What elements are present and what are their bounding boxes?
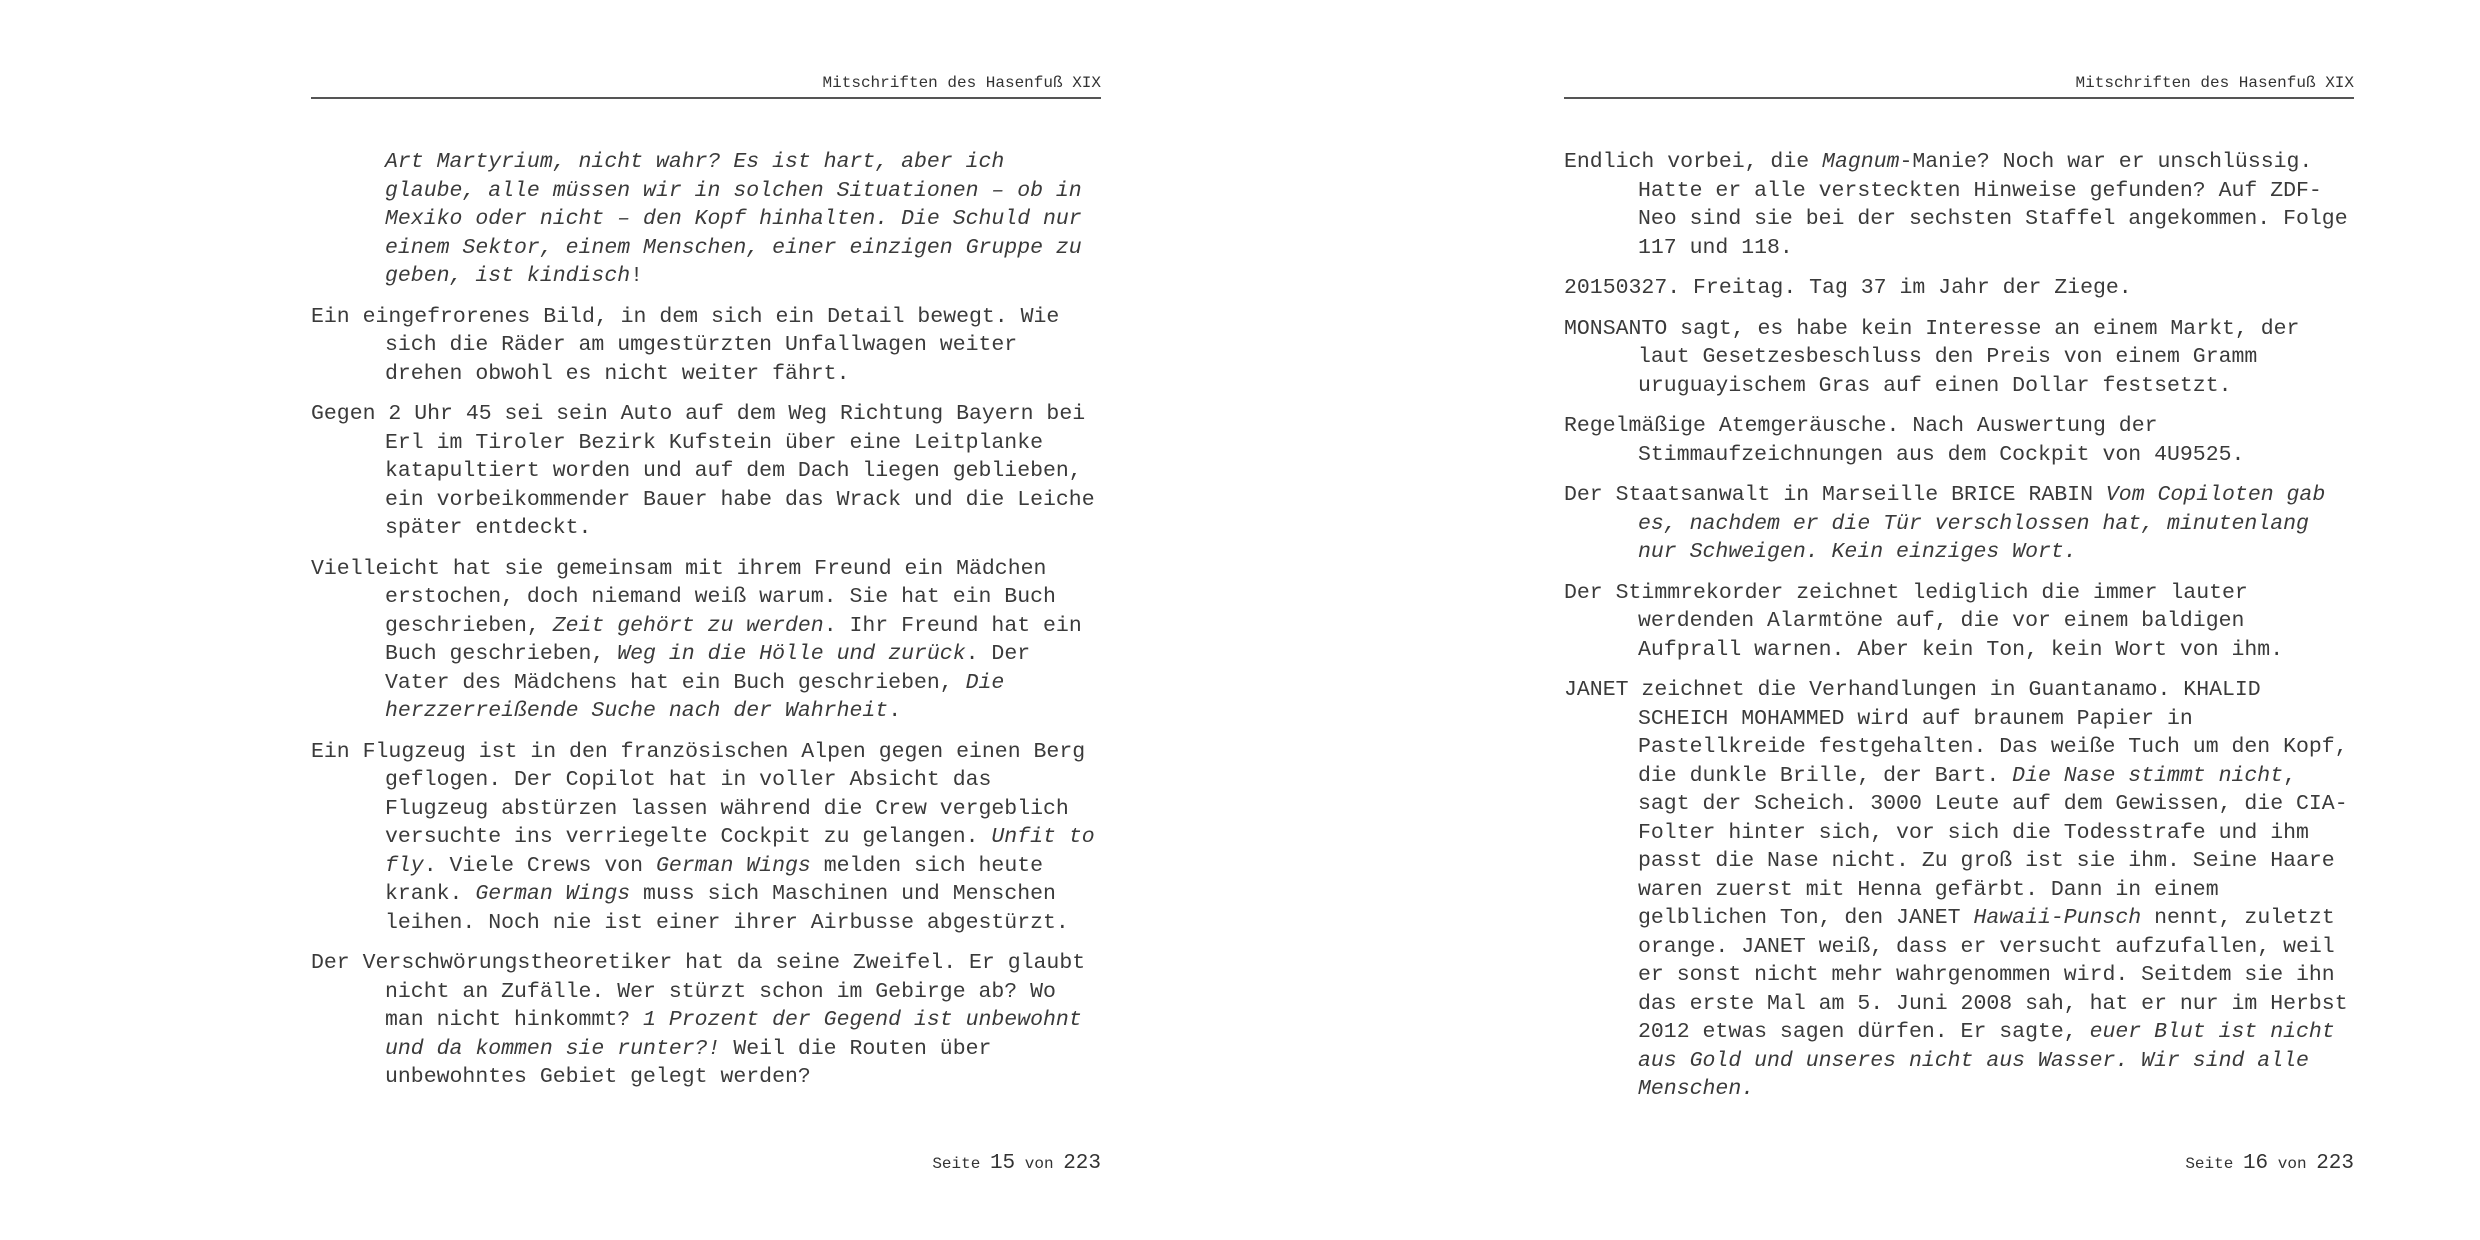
text-run: MONSANTO sagt, es habe kein Interesse an einem Markt, der laut Gesetzesbeschluss den Preis von einem Gramm uruguayischem Gras auf einen Dollar festsetzt. bbox=[1564, 316, 2300, 398]
paragraph bbox=[311, 400, 1101, 543]
footer-of: von bbox=[2277, 1155, 2307, 1173]
running-head: Mitschriften des Hasenfuß XIX bbox=[2075, 74, 2354, 92]
right-page bbox=[1564, 0, 2354, 1240]
italic-text: Weg in die Hölle und zurück bbox=[617, 642, 966, 666]
text-run: , sagt der Scheich. 3000 Leute auf dem Gewissen, die CIA-Folter hinter sich, vor sich die Todesstrafe und ihm passt die Nase nicht. Zu groß ist sie ihm. Seine Haare waren zuerst mit Henna gefärbt. Dann in einem gelblichen Ton, den JANET bbox=[1638, 763, 2348, 930]
italic-text: German Wings bbox=[655, 853, 811, 878]
page-total: 223 bbox=[1063, 1152, 1101, 1175]
header-rule bbox=[1564, 97, 2354, 99]
text-run: Gegen 2 Uhr 45 sei sein Auto auf dem Weg Richtung Bayern bei Erl im Tiroler Bezirk Kufstein über eine Leitplanke katapultiert worden und auf dem Dach liegen geblieben, ein vorbeikommender Bauer habe das Wrack und die Leiche später entdeckt. bbox=[311, 402, 1095, 540]
page-total: 223 bbox=[2316, 1152, 2354, 1175]
paragraph bbox=[1564, 315, 2354, 401]
paragraph bbox=[1564, 412, 2354, 469]
text-run: Weil die Routen über unbewohntes Gebiet gelegt werden? bbox=[385, 1036, 992, 1089]
text-run: Der Stimmrekorder zeichnet lediglich die immer lauter werdenden Alarmtöne auf, die vor einem baldigen Aufprall warnen. Aber kein Ton, kein Wort von ihm. bbox=[1564, 580, 2284, 662]
header-rule bbox=[311, 97, 1101, 99]
paragraph bbox=[311, 555, 1101, 726]
paragraph bbox=[311, 949, 1101, 1092]
page-number: 15 bbox=[989, 1152, 1016, 1175]
page-number: 16 bbox=[2242, 1152, 2269, 1175]
text-run: -Manie? Noch war er unschlüssig. Hatte er alle versteckten Hinweise gefunden? Auf ZDF-Neo sind sie bei der sechsten Staffel angekommen. Folge 117 und 118. bbox=[1638, 150, 2348, 260]
paragraph bbox=[311, 738, 1101, 938]
text-run: . Viele Crews von bbox=[423, 853, 656, 878]
text-run: Regelmäßige Atemgeräusche. Nach Auswertung der Stimmaufzeichnungen aus dem Cockpit von 4U9525. bbox=[1564, 414, 2245, 467]
italic-text: Die Nase stimmt nicht bbox=[2012, 763, 2284, 788]
italic-text: Zeit gehört zu werden bbox=[552, 613, 824, 638]
italic-text: 1 Prozent der Gegend ist unbewohnt und da kommen sie runter?! bbox=[385, 1008, 1082, 1061]
text-run: Ein Flugzeug ist in den französischen Alpen gegen einen Berg geflogen. Der Copilot hat in voller Absicht das Flugzeug abstürzen lassen während die Crew vergeblich versuchte ins verriegelte Cockpit zu gelangen. bbox=[311, 739, 1086, 849]
paragraph bbox=[311, 148, 1101, 291]
text-run: nennt, zuletzt orange. JANET weiß, dass er versucht aufzufallen, weil er sonst nicht mehr wahrgenommen wird. Seitdem sie ihn das erste Mal am 5. Juni 2008 sah, hat er nur im Herbst 2012 etwas sagen dürfen. Er sagte, bbox=[1638, 906, 2348, 1044]
page-body bbox=[1564, 148, 2354, 1116]
text-run: Der Staatsanwalt in Marseille BRICE RABIN bbox=[1564, 483, 2106, 507]
paragraph bbox=[1564, 481, 2354, 567]
text-run: . bbox=[888, 699, 902, 723]
text-run: Vielleicht hat sie gemeinsam mit ihrem Freund ein Mädchen erstochen, doch niemand weiß warum. Sie hat ein Buch geschrieben, bbox=[311, 556, 1056, 638]
paragraph bbox=[1564, 579, 2354, 665]
italic-text: Die herzzerreißende Suche nach der Wahrheit bbox=[385, 670, 1005, 723]
text-run: melden sich heute krank. bbox=[385, 853, 1044, 906]
footer-label: Seite bbox=[2185, 1155, 2234, 1173]
italic-text: Art Martyrium, nicht wahr? Es ist hart, aber ich glaube, alle müssen wir in solchen Situationen – ob in Mexiko oder nicht – den Kopf hinhalten. Die Schuld nur einem Sektor, einem Menschen, einer einzigen Gruppe zu geben, ist kindisch bbox=[385, 150, 1082, 288]
text-run: . Ihr Freund hat ein Buch geschrieben, bbox=[385, 613, 1082, 666]
text-run: . Der Vater des Mädchens hat ein Buch geschrieben, bbox=[385, 642, 1031, 695]
italic-text: Hawaii-Punsch bbox=[1973, 906, 2142, 930]
paragraph bbox=[1564, 274, 2354, 303]
footer-of: von bbox=[1024, 1155, 1054, 1173]
text-run: 20150327. Freitag. Tag 37 im Jahr der Ziege. bbox=[1564, 276, 2132, 300]
text-run: Endlich vorbei, die bbox=[1564, 150, 1823, 174]
running-head: Mitschriften des Hasenfuß XIX bbox=[822, 74, 1101, 92]
page-footer bbox=[932, 1152, 1101, 1175]
paragraph bbox=[311, 303, 1101, 389]
text-run: ! bbox=[630, 264, 644, 288]
italic-text: Unfit to fly bbox=[385, 825, 1095, 878]
paragraph bbox=[1564, 148, 2354, 262]
italic-text: Magnum bbox=[1822, 150, 1900, 174]
text-run: muss sich Maschinen und Menschen leihen. Noch nie ist einer ihrer Airbusse abgestürzt. bbox=[385, 882, 1069, 935]
text-run: Der Verschwörungstheoretiker hat da seine Zweifel. Er glaubt nicht an Zufälle. Wer stürzt schon im Gebirge ab? Wo man nicht hinkommt? bbox=[311, 951, 1086, 1032]
paragraph bbox=[1564, 676, 2354, 1104]
italic-text: Vom Copiloten gab es, nachdem er die Tür verschlossen hat, minutenlang nur Schweigen. Kein einziges Wort. bbox=[1638, 483, 2326, 564]
page-body bbox=[311, 148, 1101, 1104]
page-footer bbox=[2185, 1152, 2354, 1175]
italic-text: German Wings bbox=[475, 882, 631, 906]
italic-text: euer Blut ist nicht aus Gold und unseres nicht aus Wasser. Wir sind alle Menschen. bbox=[1638, 1020, 2335, 1101]
text-run: JANET zeichnet die Verhandlungen in Guantanamo. KHALID SCHEICH MOHAMMED wird auf braunem Papier in Pastellkreide festgehalten. Das weiße Tuch um den Kopf, die dunkle Brille, der Bart. bbox=[1564, 678, 2348, 788]
text-run: Ein eingefrorenes Bild, in dem sich ein Detail bewegt. Wie sich die Räder am umgestürzten Unfallwagen weiter drehen obwohl es nicht weiter fährt. bbox=[311, 304, 1060, 386]
left-page bbox=[311, 0, 1101, 1240]
footer-label: Seite bbox=[932, 1155, 981, 1173]
